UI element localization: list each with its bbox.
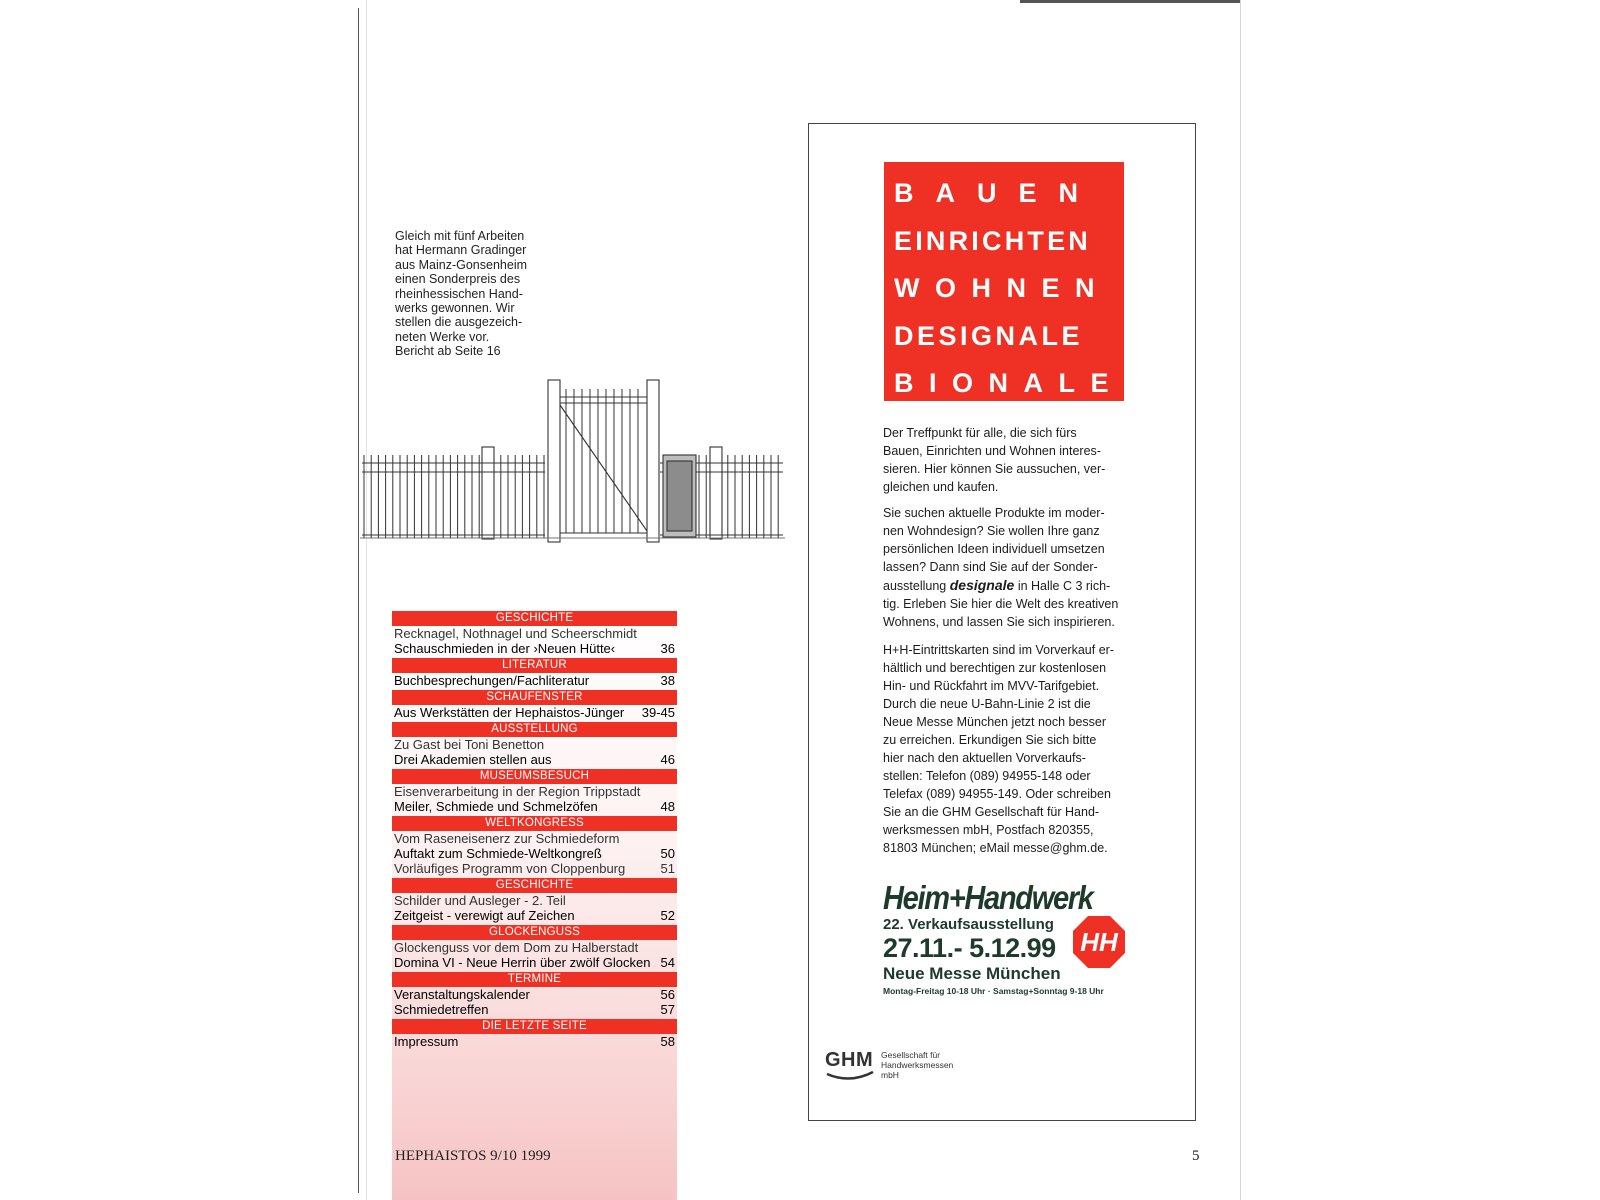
toc-entry-title: Schauschmieden in der ›Neuen Hütte‹ — [394, 641, 616, 656]
badge-text: HH — [1080, 927, 1118, 957]
toc-entry-subtitle: Vorläufiges Programm von Cloppenburg — [394, 861, 626, 876]
ad-text-line: hältlich und berechtigen zur kostenlosen — [883, 661, 1107, 675]
intro-line: neten Werke vor. — [395, 329, 490, 344]
ghm-line: Gesellschaft für — [881, 1050, 941, 1060]
ad-text-line — [883, 576, 1125, 595]
designale-highlight: designale — [949, 577, 1015, 593]
toc-entry-title: Drei Akademien stellen aus — [394, 752, 552, 767]
toc-section-heading: GESCHICHTE — [392, 611, 677, 626]
opening-hours: Montag-Freitag 10-18 Uhr · Samstag+Sonntag 9-18 Uhr — [883, 986, 1104, 996]
ghm-line: Handwerksmessen — [881, 1060, 954, 1070]
intro-line: aus Mainz-Gonsenheim — [395, 257, 528, 272]
toc-entry — [392, 893, 677, 908]
ad-text-line: Wohnens, und lassen Sie sich inspirieren. — [883, 615, 1115, 629]
toc-entry — [392, 846, 677, 861]
toc-entry — [392, 861, 677, 876]
page-right-edge — [1240, 0, 1241, 1200]
toc-entry — [392, 1002, 677, 1017]
intro-line: Gleich mit fünf Arbeiten — [395, 229, 525, 243]
ad-text-line: Sie suchen aktuelle Produkte im moder- — [883, 506, 1105, 520]
exhibition-dates: 27.11.- 5.12.99 — [883, 933, 1056, 963]
toc-page-number: 46 — [660, 752, 675, 767]
ad-text-line: stellen: Telefon (089) 94955-148 oder — [883, 769, 1091, 783]
toc-page-number: 57 — [660, 1002, 675, 1017]
ad-headline-block — [884, 162, 1124, 401]
ad-text-line: lassen? Dann sind Sie auf der Sonder- — [883, 560, 1098, 574]
ad-text-line: H+H-Eintrittskarten sind im Vorverkauf er- — [883, 643, 1114, 657]
toc-entry-subtitle: Vom Raseneisenerz zur Schmiedeform — [394, 831, 620, 846]
toc-page-number: 54 — [660, 955, 675, 970]
toc-entry — [392, 955, 677, 970]
ad-text-fragment: in Halle C 3 rich- — [1017, 579, 1111, 593]
exhibition-venue: Neue Messe München — [883, 964, 1061, 983]
ad-text-line: werksmessen mbH, Postfach 820355, — [883, 823, 1094, 837]
heim-handwerk-logo: Heim+Handwerk — [883, 879, 1093, 916]
toc-section-heading: SCHAUFENSTER — [392, 690, 677, 705]
toc-entry — [392, 799, 677, 814]
ad-text-line: Hin- und Rückfahrt im MVV-Tarifgebiet. — [883, 679, 1100, 693]
intro-line: hat Hermann Gradinger — [395, 243, 527, 258]
toc-page-number: 36 — [660, 641, 675, 656]
toc-section-heading: LITERATUR — [392, 658, 677, 673]
toc-page-number: 50 — [660, 846, 675, 861]
toc-section-heading: GESCHICHTE — [392, 878, 677, 893]
table-of-contents — [392, 611, 677, 1200]
iron-gate-illustration — [360, 375, 785, 550]
ad-paragraph-3 — [883, 641, 1125, 857]
toc-entry-title: Meiler, Schmiede und Schmelzöfen — [394, 799, 598, 814]
toc-entry — [392, 987, 677, 1002]
toc-section-heading: WELTKONGRESS — [392, 816, 677, 831]
toc-entry-title: Buchbesprechungen/Fachliteratur — [394, 673, 590, 688]
ad-text-line: nen Wohndesign? Sie wollen Ihre ganz — [883, 524, 1100, 538]
toc-entry-title: Zeitgeist - verewigt auf Zeichen — [394, 908, 575, 923]
ad-text-fragment: ausstellung — [883, 579, 947, 593]
ad-headline-word: WOHNEN — [894, 273, 1110, 303]
toc-entry — [392, 673, 677, 688]
intro-line: einen Sonderpreis des — [395, 272, 521, 287]
toc-page-number: 38 — [660, 673, 675, 688]
ghm-line: mbH — [881, 1070, 899, 1080]
toc-section-heading: MUSEUMSBESUCH — [392, 769, 677, 784]
ad-headline-word: DESIGNALE — [894, 320, 1084, 351]
toc-entry — [392, 641, 677, 656]
intro-line: werks gewonnen. Wir — [395, 301, 515, 316]
toc-page-number: 58 — [660, 1034, 675, 1049]
toc-page-number: 56 — [660, 987, 675, 1002]
ghm-company-name — [881, 1050, 953, 1080]
ad-text-line: persönlichen Ideen individuell umsetzen — [883, 542, 1105, 556]
toc-section-heading: GLOCKENGUSS — [392, 925, 677, 940]
ad-text-line: gleichen und kaufen. — [883, 480, 999, 494]
toc-entry-title: Veranstaltungskalender — [394, 987, 530, 1002]
ad-paragraph-2 — [883, 504, 1125, 631]
exhibition-subtitle: 22. Verkaufsausstellung — [883, 916, 1054, 933]
ad-text-line: sieren. Hier können Sie aussuchen, ver- — [883, 462, 1106, 476]
toc-entry-subtitle: Schilder und Ausleger - 2. Teil — [394, 893, 566, 908]
toc-entry-title: Aus Werkstätten der Hephaistos-Jünger — [394, 705, 625, 720]
toc-entry — [392, 784, 677, 799]
toc-entry-subtitle: Zu Gast bei Toni Benetton — [394, 737, 545, 752]
intro-line: rheinhessischen Hand- — [395, 286, 523, 301]
ad-headline-word: BIONALE — [894, 368, 1124, 398]
toc-page-number: 51 — [660, 861, 675, 876]
page-spine-edge — [358, 8, 359, 1193]
ghm-logo: GHM — [825, 1049, 874, 1071]
ad-headline-word: EINRICHTEN — [894, 225, 1092, 256]
hh-octagon-badge-icon — [1071, 914, 1127, 970]
page-number: 5 — [1192, 1148, 1200, 1164]
intro-caption — [395, 229, 545, 359]
ad-text-line: Durch die neue U-Bahn-Linie 2 ist die — [883, 697, 1091, 711]
toc-page-number: 48 — [660, 799, 675, 814]
toc-entry — [392, 752, 677, 767]
ghm-swoosh-icon — [825, 1070, 875, 1082]
toc-entry-title: Schmiedetreffen — [394, 1002, 489, 1017]
ad-text-line: hier nach den aktuellen Vorverkaufs- — [883, 751, 1086, 765]
ad-text-line: zu erreichen. Erkundigen Sie sich bitte — [883, 733, 1097, 747]
toc-entry — [392, 831, 677, 846]
ad-text-line: 81803 München; eMail messe@ghm.de. — [883, 841, 1108, 855]
page-top-edge — [1020, 0, 1240, 3]
heim-handwerk-advertisement — [808, 123, 1196, 1121]
intro-line: Bericht ab Seite 16 — [395, 344, 501, 359]
toc-page-number: 39-45 — [641, 705, 675, 720]
ad-text-line: Telefax (089) 94955-149. Oder schreiben — [883, 787, 1111, 801]
toc-section-heading: DIE LETZTE SEITE — [392, 1019, 677, 1034]
ad-text-line: Der Treffpunkt für alle, die sich fürs — [883, 426, 1077, 440]
ad-text-line: Bauen, Einrichten und Wohnen interes- — [883, 444, 1101, 458]
toc-section-heading: TERMINE — [392, 972, 677, 987]
toc-entry-subtitle: Glockenguss vor dem Dom zu Halberstadt — [394, 940, 639, 955]
toc-entry — [392, 1034, 677, 1049]
toc-entry-title: Impressum — [394, 1034, 459, 1049]
toc-entry — [392, 705, 677, 720]
toc-entry — [392, 626, 677, 641]
toc-entry — [392, 908, 677, 923]
toc-entry-title: Domina VI - Neue Herrin über zwölf Glocken — [394, 955, 651, 970]
toc-entry — [392, 940, 677, 955]
toc-section-heading: AUSSTELLUNG — [392, 722, 677, 737]
toc-entry-title: Auftakt zum Schmiede-Weltkongreß — [394, 846, 602, 861]
toc-entry-subtitle: Recknagel, Nothnagel und Scheerschmidt — [394, 626, 637, 641]
ad-text-line: tig. Erleben Sie hier die Welt des kreativen — [883, 597, 1119, 611]
ad-text-line: Sie an die GHM Gesellschaft für Hand- — [883, 805, 1100, 819]
toc-entry — [392, 737, 677, 752]
ad-text-line: Neue Messe München jetzt noch besser — [883, 715, 1107, 729]
toc-entry-subtitle: Eisenverarbeitung in der Region Trippstadt — [394, 784, 641, 799]
toc-page-number: 52 — [660, 908, 675, 923]
magazine-issue-footer: HEPHAISTOS 9/10 1999 — [395, 1148, 551, 1164]
page-spine-shadow — [366, 0, 367, 1200]
intro-line: stellen die ausgezeich- — [395, 315, 523, 330]
ad-headline-word: BAUEN — [894, 178, 1101, 208]
ad-paragraph-1 — [883, 424, 1125, 496]
